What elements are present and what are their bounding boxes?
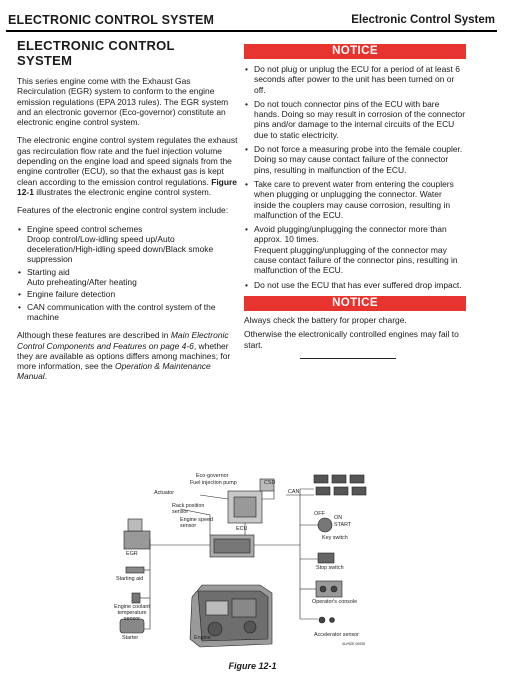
list-item: • Take care to prevent water from entering the couplers when plugging or unplugging the connector. Water inside the couplers may cause corrosion, resulting in malfunction of the ECU. [244, 179, 466, 220]
diagram-svg [110, 469, 400, 654]
off-label: OFF [314, 511, 325, 517]
end-rule [300, 358, 396, 359]
engine-control-diagram [110, 469, 400, 654]
starter-label: Starter [122, 635, 139, 641]
left-column [17, 39, 240, 390]
key-switch-image [318, 518, 332, 532]
list-item: • Do not touch connector pins of the ECU with bare hands. Doing so may result in corrosion of the connector pins and/or damage to the internal circuits of the ECU due to static electricity. [244, 99, 466, 140]
manual-link[interactable]: Main Electronic Control Components and Features on page 4-6 [17, 330, 229, 351]
can-label: CAN [288, 489, 300, 495]
list-item: • Engine speed control schemes Droop control/Low-idling speed up/Auto deceleration/High-idling speed down/Black smoke suppression [17, 224, 240, 265]
notice-banner: NOTICE [244, 296, 466, 311]
list-item: • Do not use the ECU that has ever suffered drop impact. [244, 280, 466, 290]
on-label: ON [334, 515, 343, 521]
stop-switch-image [318, 553, 334, 563]
accelerator-label: Accelerator sensor [314, 632, 359, 638]
list-item: • Engine failure detection [17, 289, 240, 299]
figure-caption: Figure 12-1 [228, 661, 277, 671]
figure-reference[interactable]: Figure 12-1 [17, 176, 237, 197]
features-intro: Features of the electronic engine control system include: [17, 205, 229, 216]
key-switch-label: Key switch [322, 535, 348, 541]
figure-code: 4LV9ZE 00005 [342, 642, 366, 646]
start-notice: Otherwise the electronically controlled engines may fail to start. [244, 329, 459, 350]
list-item: • CAN communication with the control system of the machine [17, 302, 240, 323]
starting-aid-label: Starting aid [116, 576, 144, 582]
starting-aid-image [126, 567, 144, 573]
speed-sensor-label: Engine speed sensor [180, 517, 213, 529]
description-paragraph: The electronic engine control system regulates the exhaust gas recirculation flow rate and the fuel injection volume depending on the engine load and speed signals from the engine controller (ECU), so that the exhaust gas is kept clean according to the emission control regulations. Figure 12-1 illustrates the electronic engine control system. [17, 135, 238, 197]
running-head: Electronic Control System [351, 14, 495, 26]
page-header [6, 12, 497, 32]
coolant-sensor-label: Engine coolant temperature sensor [114, 604, 150, 622]
ecu-label: ECU [236, 526, 248, 532]
feature-list [17, 224, 240, 323]
rack-sensor-label: Rack position sensor [172, 503, 205, 515]
notice-banner: NOTICE [244, 44, 466, 59]
notice-list [244, 64, 466, 290]
list-item: • Avoid plugging/unplugging the connector more than approx. 10 times. Frequent plugging/unplugging of the connector may cause contact failure of the connector pins, resulting in malfunction of the ECU. [244, 224, 466, 275]
egr-image [124, 531, 150, 549]
reference-paragraph: Although these features are described in Main Electronic Control Components and Features on page 4-6, whether they are available as options differs among machines; for more information, see the Operation & Maintenance Manual. [17, 330, 231, 382]
machine-image [314, 475, 328, 483]
intro-paragraph: This series engine come with the Exhaust Gas Recirculation (EGR) system to conform to the engine emission regulations (EPA 2013 rules). The EGR system and an electronic governor (Eco-governor) constitute an electronic engine control system. [17, 76, 229, 128]
engine-label: Engine [194, 635, 211, 641]
battery-notice: Always check the battery for proper charge. [244, 314, 407, 325]
list-item: • Starting aid Auto preheating/After heating [17, 267, 240, 288]
actuator-label: Actuator [154, 490, 175, 496]
section-title: ELECTRONIC CONTROL SYSTEM [8, 13, 215, 27]
csd-label: CSD [264, 480, 276, 486]
console-label: Operator's console [312, 599, 358, 605]
stop-switch-label: Stop switch [316, 565, 344, 571]
list-item: • Do not plug or unplug the ECU for a period of at least 6 seconds after power to the unit has been turned on or off. [244, 64, 466, 95]
right-column [244, 44, 466, 359]
list-item: • Do not force a measuring probe into the female coupler. Doing so may cause contact failure of the connector pins, resulting in malfunction of the ECU. [244, 144, 466, 175]
coolant-sensor-image [132, 593, 140, 603]
fuel-pump-label: Fuel injection pump [190, 480, 237, 486]
eco-governor-label: Eco-governor [196, 473, 229, 479]
egr-label: EGR [126, 551, 138, 557]
accelerator-image [319, 617, 325, 623]
page-title: ELECTRONIC CONTROL SYSTEM [17, 38, 175, 68]
manual-link[interactable]: Operation & Maintenance Manual [17, 361, 211, 382]
start-label: START [334, 522, 352, 528]
